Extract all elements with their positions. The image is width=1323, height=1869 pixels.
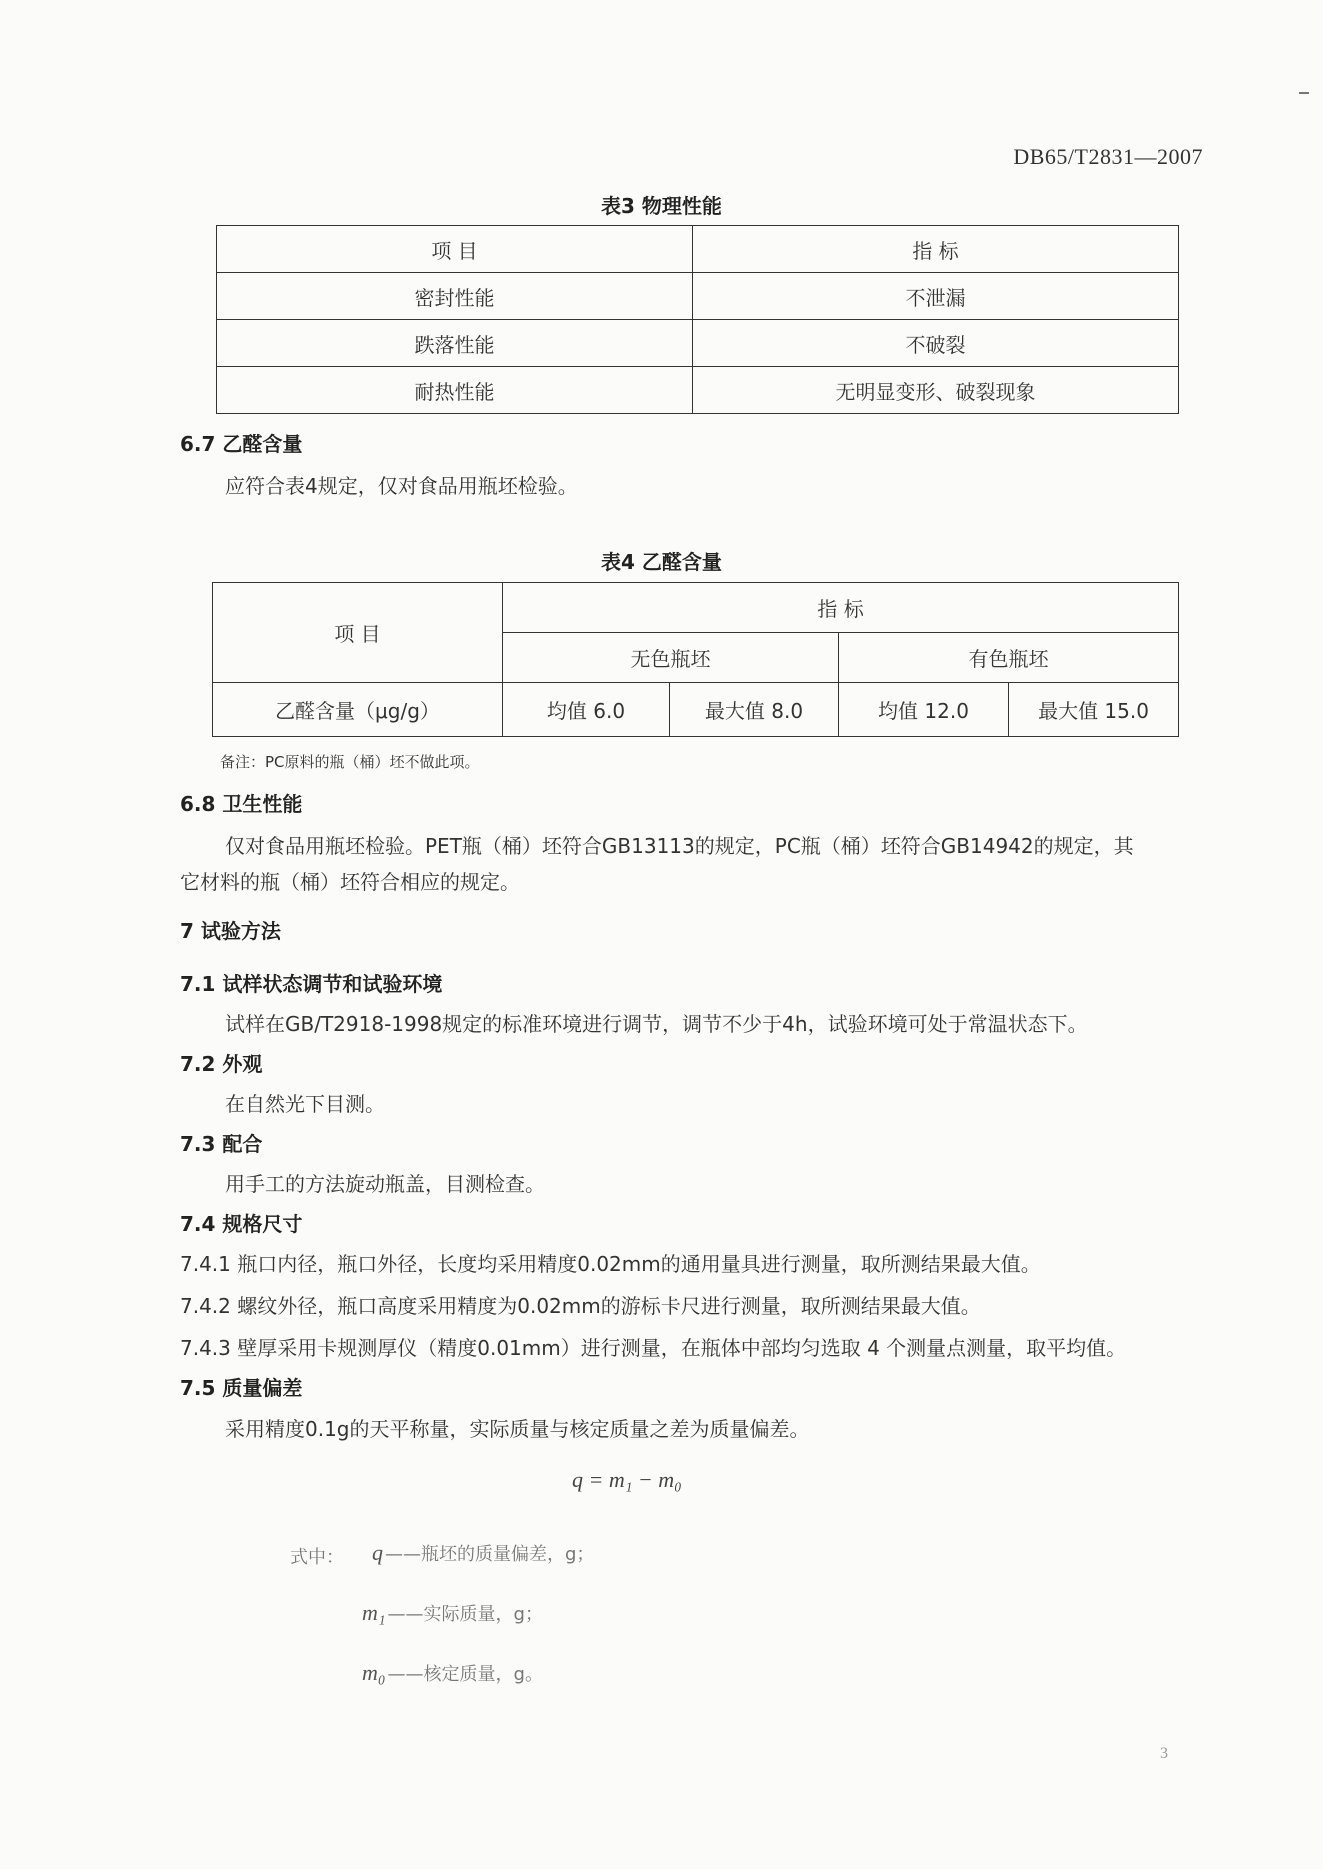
page-number: 3 bbox=[1160, 1745, 1168, 1762]
standard-code: DB65/T2831—2007 bbox=[1013, 144, 1203, 169]
section-7-5-heading: 7.5 质量偏差 bbox=[180, 1376, 303, 1400]
table4-value-colored-mean: 均值 12.0 bbox=[839, 683, 1009, 737]
section-7-2-text: 在自然光下目测。 bbox=[225, 1092, 385, 1116]
table4-header-index: 指 标 bbox=[503, 583, 1179, 633]
section-6-8-text-line2: 它材料的瓶（桶）坯符合相应的规定。 bbox=[180, 870, 520, 894]
formula-var-m0 bbox=[362, 1660, 543, 1686]
table3-cell-item: 密封性能 bbox=[217, 273, 693, 320]
section-7-3-heading: 7.3 配合 bbox=[180, 1132, 263, 1156]
section-6-8-text-line1: 仅对食品用瓶坯检验。PET瓶（桶）坯符合GB13113的规定，PC瓶（桶）坯符合GB14942的规定，其 bbox=[225, 834, 1134, 858]
table4-value-colorless-mean: 均值 6.0 bbox=[503, 683, 670, 737]
table3-cell-item: 耐热性能 bbox=[217, 367, 693, 414]
table-row bbox=[213, 683, 1179, 737]
section-7-heading: 7 试验方法 bbox=[180, 919, 281, 943]
section-7-3-text: 用手工的方法旋动瓶盖，目测检查。 bbox=[225, 1172, 545, 1196]
section-7-4-1-text: 7.4.1 瓶口内径，瓶口外径，长度均采用精度0.02mm的通用量具进行测量，取所测结果最大值。 bbox=[180, 1252, 1041, 1276]
formula-var-symbol: m₀ bbox=[362, 1660, 386, 1685]
table4-value-colored-max: 最大值 15.0 bbox=[1009, 683, 1179, 737]
table3-cell-item: 跌落性能 bbox=[217, 320, 693, 367]
table4-row-label: 乙醛含量（μg/g） bbox=[213, 683, 503, 737]
formula-var-desc: ——瓶坯的质量偏差，g； bbox=[385, 1544, 595, 1565]
section-7-1-text: 试样在GB/T2918-1998规定的标准环境进行调节，调节不少于4h，试验环境可处于常温状态下。 bbox=[225, 1012, 1088, 1036]
mass-deviation-formula: q = m₁ − m₀ bbox=[572, 1467, 682, 1492]
section-6-7-heading: 6.7 乙醛含量 bbox=[180, 432, 303, 456]
formula-var-symbol: q bbox=[372, 1540, 383, 1565]
table3-cell-index: 无明显变形、破裂现象 bbox=[693, 367, 1179, 414]
formula-var-desc: ——实际质量，g； bbox=[387, 1604, 543, 1625]
table4-group-colored: 有色瓶坯 bbox=[839, 633, 1179, 683]
table4-note: 备注：PC原料的瓶（桶）坯不做此项。 bbox=[220, 753, 480, 771]
table4-value-colorless-max: 最大值 8.0 bbox=[670, 683, 839, 737]
formula-var-m1 bbox=[362, 1600, 543, 1626]
table3-header-item: 项 目 bbox=[217, 226, 693, 273]
table3-cell-index: 不破裂 bbox=[693, 320, 1179, 367]
table-row bbox=[217, 273, 1179, 320]
table-row bbox=[217, 320, 1179, 367]
formula-var-q bbox=[372, 1540, 594, 1566]
section-7-4-3-text: 7.4.3 壁厚采用卡规测厚仪（精度0.01mm）进行测量，在瓶体中部均匀选取 4 个测量点测量，取平均值。 bbox=[180, 1336, 1127, 1360]
section-7-5-text: 采用精度0.1g的天平称量，实际质量与核定质量之差为质量偏差。 bbox=[225, 1417, 810, 1441]
table4-group-colorless: 无色瓶坯 bbox=[503, 633, 839, 683]
section-6-8-heading: 6.8 卫生性能 bbox=[180, 792, 303, 816]
table4-header-item: 项 目 bbox=[213, 583, 503, 683]
formula-var-symbol: m₁ bbox=[362, 1600, 386, 1625]
table3-cell-index: 不泄漏 bbox=[693, 273, 1179, 320]
section-7-2-heading: 7.2 外观 bbox=[180, 1052, 263, 1076]
section-6-7-text: 应符合表4规定，仅对食品用瓶坯检验。 bbox=[225, 474, 578, 498]
table3-header-index: 指 标 bbox=[693, 226, 1179, 273]
section-7-4-2-text: 7.4.2 螺纹外径，瓶口高度采用精度为0.02mm的游标卡尺进行测量，取所测结果最大值。 bbox=[180, 1294, 981, 1318]
formula-var-desc: ——核定质量，g。 bbox=[387, 1664, 543, 1685]
table3-physical-properties bbox=[216, 225, 1179, 414]
table-row bbox=[217, 367, 1179, 414]
table4-acetaldehyde-content bbox=[212, 582, 1179, 737]
section-7-1-heading: 7.1 试样状态调节和试验环境 bbox=[180, 972, 443, 996]
table4-caption: 表4 乙醛含量 bbox=[601, 550, 722, 574]
table3-caption: 表3 物理性能 bbox=[601, 194, 722, 218]
table3-header-row bbox=[217, 226, 1179, 273]
formula-where-label: 式中： bbox=[290, 1547, 344, 1568]
scan-edge-mark bbox=[1299, 92, 1309, 94]
section-7-4-heading: 7.4 规格尺寸 bbox=[180, 1212, 303, 1236]
table4-header-row-1 bbox=[213, 583, 1179, 633]
